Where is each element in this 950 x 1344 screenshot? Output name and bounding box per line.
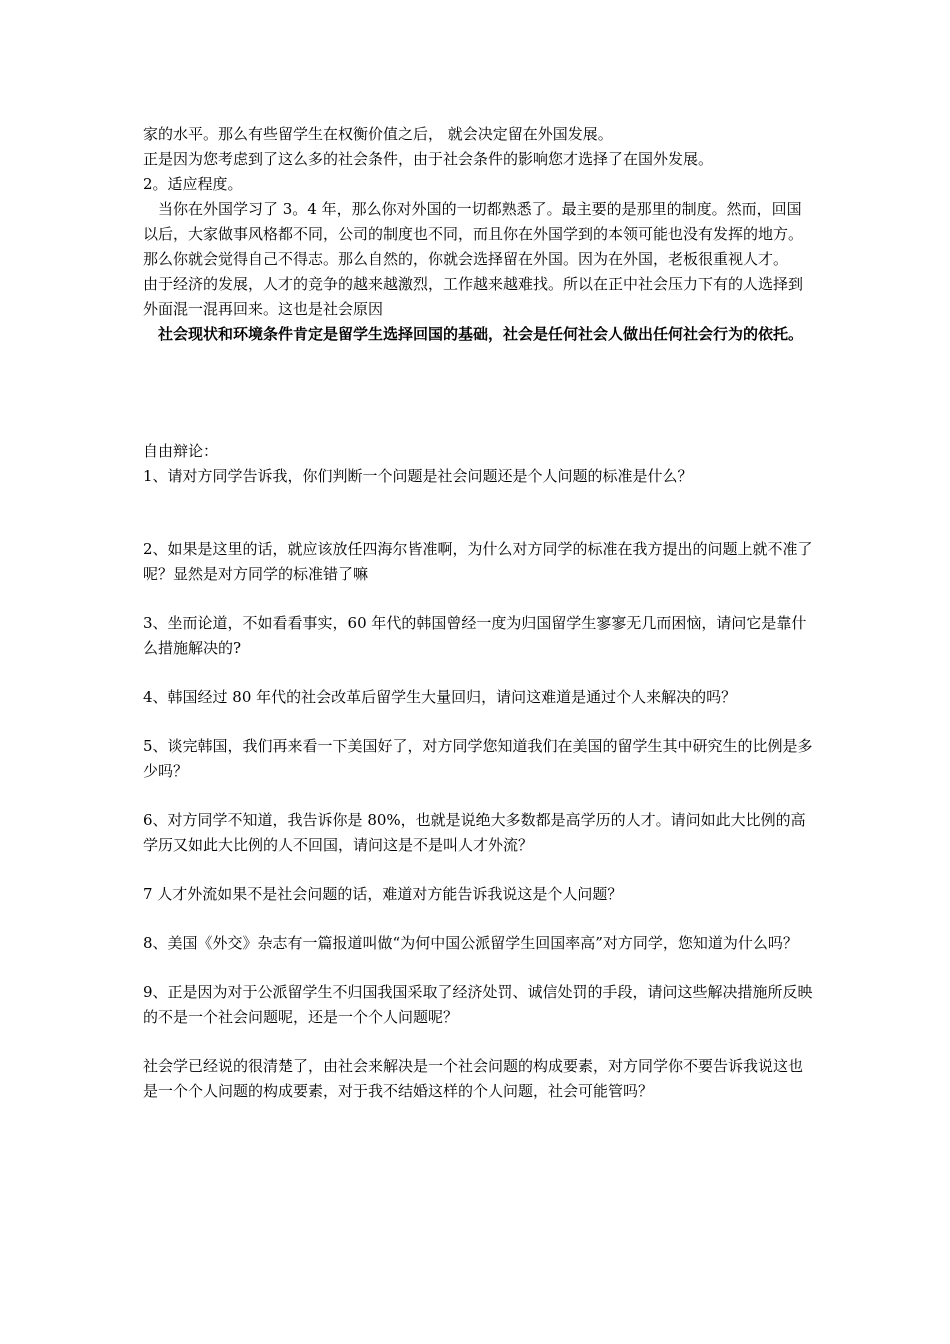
debate-heading: 自由辩论： (143, 442, 219, 460)
spacer (143, 710, 815, 734)
spacer (143, 661, 815, 685)
spacer (143, 858, 815, 882)
question-8: 8、美国《外交》杂志有一篇报道叫做“为何中国公派留学生回国率高”对方同学，您知道为什么吗？ (143, 934, 798, 952)
question-5: 5、谈完韩国，我们再来看一下美国好了，对方同学您知道我们在美国的留学生其中研究生的比例是多少吗？ (143, 737, 813, 780)
intro-paragraph-1: 家的水平。那么有些留学生在权衡价值之后， 就会决定留在外国发展。 (143, 125, 613, 143)
spacer (143, 784, 815, 808)
intro-paragraph-2: 正是因为您考虑到了这么多的社会条件，由于社会条件的影响您才选择了在国外发展。 (143, 150, 714, 168)
bold-conclusion: 社会现状和环境条件肯定是留学生选择回国的基础，社会是任何社会人做出任何社会行为的依托。 (143, 325, 804, 343)
question-9: 9、正是因为对于公派留学生不归国我国采取了经济处罚、诚信处罚的手段，请问这些解决措施所反映的不是一个社会问题呢，还是一个个人问题呢？ (143, 983, 813, 1026)
spacer (143, 489, 815, 537)
intro-paragraph-4: 由于经济的发展，人才的竞争的越来越激烈，工作越来越难找。所以在正中社会压力下有的人选择到外面混一混再回来。这也是社会原因 (143, 275, 804, 318)
document-body (143, 122, 815, 1104)
spacer (143, 956, 815, 980)
closing-paragraph: 社会学已经说的很清楚了，由社会来解决是一个社会问题的构成要素，对方同学你不要告诉我说这也是一个个人问题的构成要素，对于我不结婚这样的个人问题，社会可能管吗？ (143, 1057, 804, 1100)
spacer (143, 347, 815, 439)
question-4: 4、韩国经过 80 年代的社会改革后留学生大量回归，请问这难道是通过个人来解决的吗？ (143, 688, 737, 706)
spacer (143, 907, 815, 931)
question-2: 2、如果是这里的话，就应该放任四海尔皆准啊，为什么对方同学的标准在我方提出的问题上就不准了呢？显然是对方同学的标准错了嘛 (143, 540, 813, 583)
spacer (143, 587, 815, 611)
question-6: 6、对方同学不知道，我告诉你是 80%，也就是说绝大多数都是高学历的人才。请问如此大比例的高学历又如此大比例的人不回国，请问这是不是叫人才外流？ (143, 811, 806, 854)
intro-paragraph-3: 当你在外国学习了 3。4 年，那么你对外国的一切都熟悉了。最主要的是那里的制度。然而，回国以后，大家做事风格都不同，公司的制度也不同，而且你在外国学到的本领可能也没有发挥的地方。那么你就会觉得自己不得志。那么自然的，你就会选择留在外国。因为在外国，老板很重视人才。 (143, 200, 804, 268)
section-heading-adaptation: 2。适应程度。 (143, 175, 243, 193)
question-1: 1、请对方同学告诉我，你们判断一个问题是社会问题还是个人问题的标准是什么？ (143, 467, 693, 485)
spacer (143, 1030, 815, 1054)
question-3: 3、坐而论道，不如看看事实，60 年代的韩国曾经一度为归国留学生寥寥无几而困恼，请问它是靠什么措施解决的? (143, 614, 807, 657)
question-7: 7 人才外流如果不是社会问题的话，难道对方能告诉我说这是个人问题？ (143, 885, 623, 903)
